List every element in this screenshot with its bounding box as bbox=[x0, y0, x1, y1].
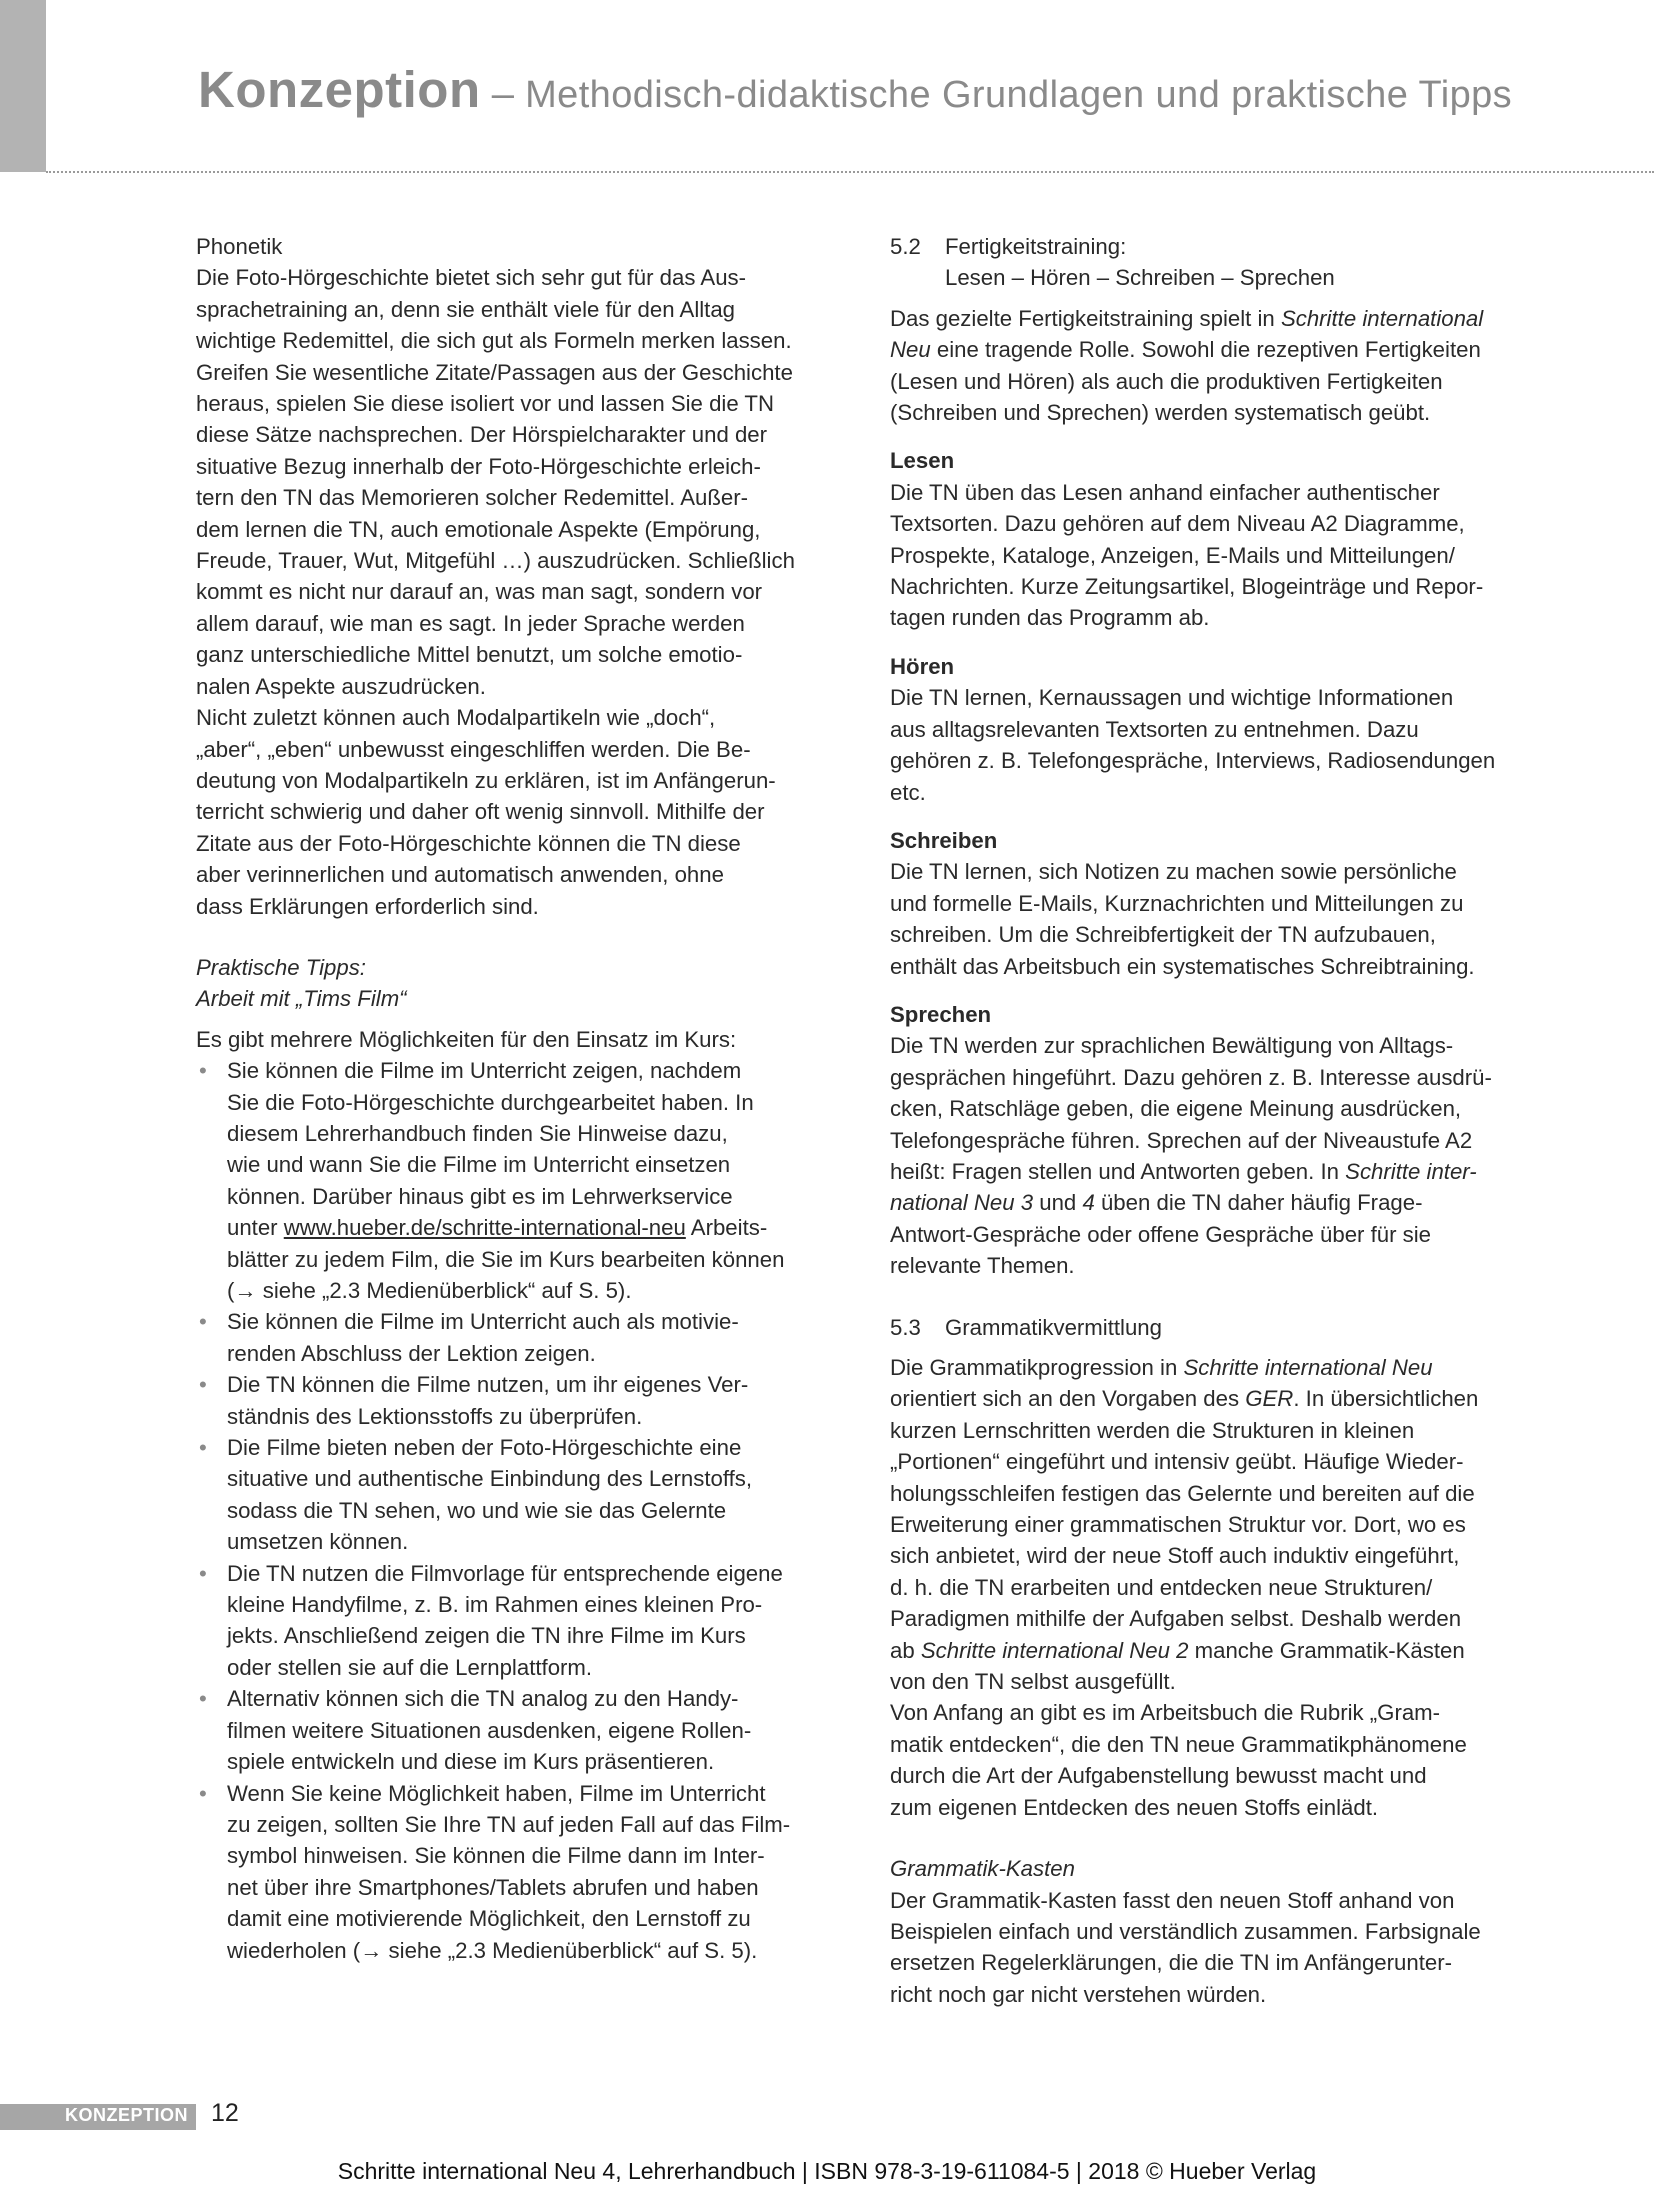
footer-credit: Schritte international Neu 4, Lehrerhandbuch | ISBN 978-3-19-611084-5 | 2018 © Hueber Verlag bbox=[337, 2158, 1317, 2184]
text-line: oder stellen sie auf die Lernplattform. bbox=[227, 1654, 593, 1680]
text-line: Alternativ können sich die TN analog zu den Handy- bbox=[227, 1686, 739, 1712]
list-item bbox=[196, 1778, 846, 1966]
schreiben-heading: Schreiben bbox=[890, 827, 998, 853]
footer-section-tag: KONZEPTION bbox=[0, 2104, 196, 2130]
page-header bbox=[198, 60, 1512, 119]
text-line: (→ siehe „2.3 Medienüberblick“ auf S. 5). bbox=[227, 1278, 632, 1303]
text-line: holungsschleifen festigen das Gelernte und bereiten auf die bbox=[890, 1480, 1475, 1506]
text-line: spiele entwickeln und diese im Kurs präsentieren. bbox=[227, 1749, 715, 1775]
text-line: wiederholen (→ siehe „2.3 Medienüberblick“ auf S. 5). bbox=[227, 1937, 758, 1963]
text-line: Antwort-Gespräche oder offene Gespräche über für sie bbox=[890, 1221, 1432, 1247]
grammatik-kasten-heading: Grammatik-Kasten bbox=[890, 1856, 1075, 1882]
header-dotted-rule bbox=[46, 171, 1654, 173]
sprechen-heading: Sprechen bbox=[890, 1001, 992, 1027]
text-line: sprachetraining an, denn sie enthält viele für den Alltag bbox=[196, 296, 736, 322]
left-column bbox=[196, 231, 846, 1966]
text-line: Sie können die Filme im Unterricht auch als motivie- bbox=[227, 1309, 739, 1335]
text-line: zu zeigen, sollten Sie Ihre TN auf jeden Fall auf das Film- bbox=[227, 1811, 791, 1837]
text-line: kommt es nicht nur darauf an, was man sagt, sondern vor bbox=[196, 579, 763, 605]
text-line: sich anbietet, wird der neue Stoff auch induktiv eingeführt, bbox=[890, 1543, 1460, 1569]
bullet-icon: • bbox=[199, 1780, 207, 1806]
lesen-text bbox=[890, 477, 1540, 634]
section-5-3-heading: 5.3 Grammatikvermittlung bbox=[890, 1314, 1162, 1340]
text-line: Die TN nutzen die Filmvorlage für entsprechende eigene bbox=[227, 1560, 783, 1586]
list-item: • Sie können die Filme im Unterricht zeigen, nachdem Sie die Foto-Hörgeschichte durchgearbeitet haben. In diesem Lehrerhandbuch finden Sie Hinweise dazu, wie und wann Sie die Filme im Unterricht einsetzen können. Darüber hinaus gibt es im Lehrwerkservice unter www.hueber.de/schritte-international-neu Arbeits- blätter zu jedem Film, die Sie im Kurs bearbeiten können (→ siehe „2.3 Medienüberblick“ auf S. 5). bbox=[196, 1055, 846, 1306]
tipps-heading: Praktische Tipps: bbox=[196, 954, 366, 980]
text-line: Von Anfang an gibt es im Arbeitsbuch die Rubrik „Gram- bbox=[890, 1700, 1441, 1726]
text-line: Prospekte, Kataloge, Anzeigen, E-Mails und Mitteilungen/ bbox=[890, 542, 1455, 568]
text-line: Sie können die Filme im Unterricht zeigen, nachdem bbox=[227, 1058, 742, 1084]
header-title: Konzeption bbox=[198, 61, 481, 118]
text-line: blätter zu jedem Film, die Sie im Kurs bearbeiten können bbox=[227, 1246, 785, 1272]
text-line: cken, Ratschläge geben, die eigene Meinung ausdrücken, bbox=[890, 1096, 1462, 1122]
phonetik-heading: Phonetik bbox=[196, 234, 283, 259]
tipps-subheading: Arbeit mit „Tims Film“ bbox=[196, 986, 407, 1012]
hoeren-heading: Hören bbox=[890, 653, 955, 679]
text-line: Greifen Sie wesentliche Zitate/Passagen aus der Geschichte bbox=[196, 359, 793, 385]
list-item bbox=[196, 1306, 846, 1369]
grammatik-kasten-text bbox=[890, 1885, 1540, 2011]
text-line: und formelle E-Mails, Kurznachrichten und Mitteilungen zu bbox=[890, 890, 1464, 916]
text-line: renden Abschluss der Lektion zeigen. bbox=[227, 1340, 596, 1366]
text-line: richt noch gar nicht verstehen würden. bbox=[890, 1981, 1267, 2007]
page-number: 12 bbox=[211, 2099, 239, 2127]
text-line: aus alltagsrelevanten Textsorten zu entnehmen. Dazu bbox=[890, 716, 1419, 742]
text-line: gehören z. B. Telefongespräche, Interviews, Radiosendungen bbox=[890, 748, 1496, 774]
text-line: situative und authentische Einbindung des Lernstoffs, bbox=[227, 1466, 753, 1492]
sprechen-text bbox=[890, 1030, 1540, 1156]
text-line: etc. bbox=[890, 779, 926, 805]
text-line: (Lesen und Hören) als auch die produktiven Fertigkeiten bbox=[890, 368, 1443, 394]
text-line: diesem Lehrerhandbuch finden Sie Hinweise dazu, bbox=[227, 1120, 728, 1146]
text-line: können. Darüber hinaus gibt es im Lehrwerkservice bbox=[227, 1183, 733, 1209]
text-line: Nachrichten. Kurze Zeitungsartikel, Blogeinträge und Repor- bbox=[890, 574, 1484, 600]
header-subtitle: Methodisch-didaktische Grundlagen und praktische Tipps bbox=[525, 74, 1513, 116]
text-line: wichtige Redemittel, die sich gut als Formeln merken lassen. bbox=[196, 328, 792, 354]
text-line: situative Bezug innerhalb der Foto-Hörgeschichte erleich- bbox=[196, 453, 761, 479]
text-line: nalen Aspekte auszudrücken. bbox=[196, 673, 486, 699]
text-line: dass Erklärungen erforderlich sind. bbox=[196, 893, 539, 919]
text-line: Die TN werden zur sprachlichen Bewältigung von Alltags- bbox=[890, 1033, 1454, 1059]
text-line: Telefongespräche führen. Sprechen auf der Niveaustufe A2 bbox=[890, 1127, 1473, 1153]
text-line: von den TN selbst ausgefüllt. bbox=[890, 1669, 1176, 1695]
text-line: Die Foto-Hörgeschichte bietet sich sehr gut für das Aus- bbox=[196, 265, 747, 291]
text-line: Der Grammatik-Kasten fasst den neuen Stoff anhand von bbox=[890, 1887, 1455, 1913]
text-line: Die TN lernen, sich Notizen zu machen sowie persönliche bbox=[890, 859, 1457, 885]
text-line: d. h. die TN erarbeiten und entdecken neue Strukturen/ bbox=[890, 1574, 1433, 1600]
schreiben-text bbox=[890, 856, 1540, 982]
text-line: jekts. Anschließend zeigen die TN ihre Filme im Kurs bbox=[227, 1623, 746, 1649]
section-5-2-heading-line2: Lesen – Hören – Schreiben – Sprechen bbox=[945, 265, 1335, 291]
text-line: relevante Themen. bbox=[890, 1253, 1075, 1279]
list-item bbox=[196, 1369, 846, 1432]
text-line: (Schreiben und Sprechen) werden systematisch geübt. bbox=[890, 400, 1431, 426]
text-line: „aber“, „eben“ unbewusst eingeschliffen werden. Die Be- bbox=[196, 736, 751, 762]
text-line: gesprächen hingeführt. Dazu gehören z. B. Interesse ausdrü- bbox=[890, 1064, 1492, 1090]
bullet-icon: • bbox=[199, 1435, 207, 1461]
text-line: tagen runden das Programm ab. bbox=[890, 605, 1210, 631]
right-column: 5.2 Fertigkeitstraining: Lesen – Hören – Schreiben – Sprechen Das gezielte Fertigkeitstraining spielt in Schritte international Neu eine tragende Rolle. Sowohl die rezeptiven Fertigkeiten (Lesen und Hören) als auch die produktiven Fertigkeiten (Schreiben und Sprechen) werden systematisch geübt. Lesen Die TN üben das Lesen anhand einfacher authentischer Textsorten. Dazu gehören auf dem Niveau A2 Diagramme, Prospekte, Kataloge, Anzeigen, E-Mails und Mitteilungen/ Nachrichten. Kurze Zeitungsartikel, Blogeinträge und Repor- tagen runden das Programm ab. Hören Die TN lernen, Kernaussagen und wichtige Informationen aus alltagsrelevanten Textsorten zu entnehmen. Dazu gehören z. B. Telefongespräche, Interviews, Radiosendungen etc. Schreiben Die TN lernen, sich Notizen zu machen sowie persönliche und formelle E-Mails, Kurznachrichten und Mitteilungen zu schreiben. Um die Schreibfertigkeit der TN aufzubauen, enthält das Arbeitsbuch ein systematisches Schreibtraining. Sprechen Die TN werden zur sprachlichen Bewältigung von Alltags- gesprächen hingeführt. Dazu gehören z. B. Interesse ausdrü- cken, Ratschläge geben, die eigene Meinung ausdrücken, Telefongespräche führen. Sprechen auf der Niveaustufe A2 heißt: Fragen stellen und Antworten geben. In Schritte inter- national Neu 3 und 4 üben die TN daher häufig Frage- Antwort-Gespräche oder offene Gespräche über für sie relevante Themen. 5.3 Grammatikvermittlung Die Grammatikprogression in Schritte international Neu orientiert sich an den Vorgaben des GER. In übersichtlichen kurzen Lernschritten werden die Strukturen in kleinen „Portionen“ eingeführt und intensiv geübt. Häufige Wieder- holungsschleifen festigen das Gelernte und bereiten auf die Erweiterung einer grammatischen Struktur vor. Dort, wo es sich anbietet, wird der neue Stoff auch induktiv eingeführt, d. h. die TN erarbeiten und entdecken neue Strukturen/ Paradigmen mithilfe der Aufgaben selbst. Deshalb werden ab Schritte international Neu 2 manche Grammatik-Kästen von den TN selbst ausgefüllt. Von Anfang an gibt es im Arbeitsbuch die Rubrik „Gram- matik entdecken“, die den TN neue Grammatikphänomene durch die Art der Aufgabenstellung bewusst macht und zum eigenen Entdecken des neuen Stoffs einlädt. Grammatik-Kasten Der Grammatik-Kasten fasst den neuen Stoff anhand von Beispielen einfach und verständlich zusammen. Farbsignale ersetzen Regelerklärungen, die die TN im Anfängerunter- richt noch gar nicht verstehen würden. bbox=[890, 231, 1540, 2010]
bullet-icon: • bbox=[199, 1058, 207, 1084]
text-line: Zitate aus der Foto-Hörgeschichte können die TN diese bbox=[196, 830, 741, 856]
text-line: net über ihre Smartphones/Tablets abrufen und haben bbox=[227, 1874, 759, 1900]
text-line: umsetzen können. bbox=[227, 1529, 409, 1555]
text-line: aber verinnerlichen und automatisch anwenden, ohne bbox=[196, 862, 724, 888]
text-line: filmen weitere Situationen ausdenken, eigene Rollen- bbox=[227, 1717, 752, 1743]
text-line: matik entdecken“, die den TN neue Grammatikphänomene bbox=[890, 1731, 1467, 1757]
text-line: tern den TN das Memorieren solcher Redemittel. Außer- bbox=[196, 485, 749, 511]
text-line: Die TN können die Filme nutzen, um ihr eigenes Ver- bbox=[227, 1372, 749, 1398]
text-line: dem lernen die TN, auch emotionale Aspekte (Empörung, bbox=[196, 516, 761, 542]
lesen-heading: Lesen bbox=[890, 448, 955, 474]
text-line: wie und wann Sie die Filme im Unterricht einsetzen bbox=[227, 1152, 731, 1178]
bullet-icon: • bbox=[199, 1309, 207, 1335]
text-line: Paradigmen mithilfe der Aufgaben selbst. Deshalb werden bbox=[890, 1606, 1462, 1632]
text-line: zum eigenen Entdecken des neuen Stoffs einlädt. bbox=[890, 1794, 1379, 1820]
text-line: Die TN lernen, Kernaussagen und wichtige Informationen bbox=[890, 685, 1454, 711]
text-line: heraus, spielen Sie diese isoliert vor und lassen Sie die TN bbox=[196, 391, 775, 417]
text-line: Freude, Trauer, Wut, Mitgefühl …) auszudrücken. Schließlich bbox=[196, 548, 795, 574]
text-line: kleine Handyfilme, z. B. im Rahmen eines kleinen Pro- bbox=[227, 1592, 763, 1618]
list-item bbox=[196, 1683, 846, 1777]
text-line: deutung von Modalpartikeln zu erklären, ist im Anfängerun- bbox=[196, 767, 776, 793]
text-line: schreiben. Um die Schreibfertigkeit der TN aufzubauen, bbox=[890, 922, 1436, 948]
text-line: „Portionen“ eingeführt und intensiv geübt. Häufige Wieder- bbox=[890, 1449, 1464, 1475]
tipps-intro: Es gibt mehrere Möglichkeiten für den Einsatz im Kurs: bbox=[196, 1026, 737, 1052]
text-line: symbol hinweisen. Sie können die Filme dann im Inter- bbox=[227, 1843, 765, 1869]
text-line: Nicht zuletzt können auch Modalpartikeln wie „doch“, bbox=[196, 705, 716, 731]
text-line: Sie die Foto-Hörgeschichte durchgearbeitet haben. In bbox=[227, 1089, 754, 1115]
list-item bbox=[196, 1432, 846, 1558]
header-dash: – bbox=[480, 72, 526, 116]
list-item bbox=[196, 1558, 846, 1684]
text-line: Die Filme bieten neben der Foto-Hörgeschichte eine bbox=[227, 1435, 742, 1461]
text-line: enthält das Arbeitsbuch ein systematisches Schreibtraining. bbox=[890, 953, 1475, 979]
section-5-2-heading: 5.2 Fertigkeitstraining: bbox=[890, 234, 1127, 259]
text-line: Beispielen einfach und verständlich zusammen. Farbsignale bbox=[890, 1918, 1481, 1944]
tipps-list bbox=[196, 1055, 846, 1966]
text-line: terricht schwierig und daher oft wenig sinnvoll. Mithilfe der bbox=[196, 799, 765, 825]
phonetik-text bbox=[196, 262, 846, 922]
text-line: ständnis des Lektionsstoffs zu überprüfen. bbox=[227, 1403, 643, 1429]
text-line: sodass die TN sehen, wo und wie sie das Gelernte bbox=[227, 1497, 727, 1523]
text-line: kurzen Lernschritten werden die Strukturen in kleinen bbox=[890, 1417, 1415, 1443]
text-line: allem darauf, wie man es sagt. In jeder Sprache werden bbox=[196, 610, 745, 636]
text-line: durch die Art der Aufgabenstellung bewusst macht und bbox=[890, 1763, 1427, 1789]
text-line: Wenn Sie keine Möglichkeit haben, Filme im Unterricht bbox=[227, 1780, 766, 1806]
bullet-icon: • bbox=[199, 1560, 207, 1586]
text-line: damit eine motivierende Möglichkeit, den Lernstoff zu bbox=[227, 1906, 751, 1932]
bullet-icon: • bbox=[199, 1372, 207, 1398]
text-line: Erweiterung einer grammatischen Struktur vor. Dort, wo es bbox=[890, 1512, 1466, 1538]
hoeren-text bbox=[890, 682, 1540, 808]
header-side-bar bbox=[0, 0, 46, 172]
bullet-icon: • bbox=[199, 1686, 207, 1712]
text-line: Die TN üben das Lesen anhand einfacher authentischer bbox=[890, 479, 1440, 505]
text-line: Textsorten. Dazu gehören auf dem Niveau A2 Diagramme, bbox=[890, 511, 1465, 537]
hueber-link[interactable]: www.hueber.de/schritte-international-neu bbox=[283, 1215, 686, 1241]
text-line: ganz unterschiedliche Mittel benutzt, um solche emotio- bbox=[196, 642, 743, 668]
text-line: ersetzen Regelerklärungen, die die TN im Anfängerunter- bbox=[890, 1950, 1452, 1976]
text-line: diese Sätze nachsprechen. Der Hörspielcharakter und der bbox=[196, 422, 768, 448]
